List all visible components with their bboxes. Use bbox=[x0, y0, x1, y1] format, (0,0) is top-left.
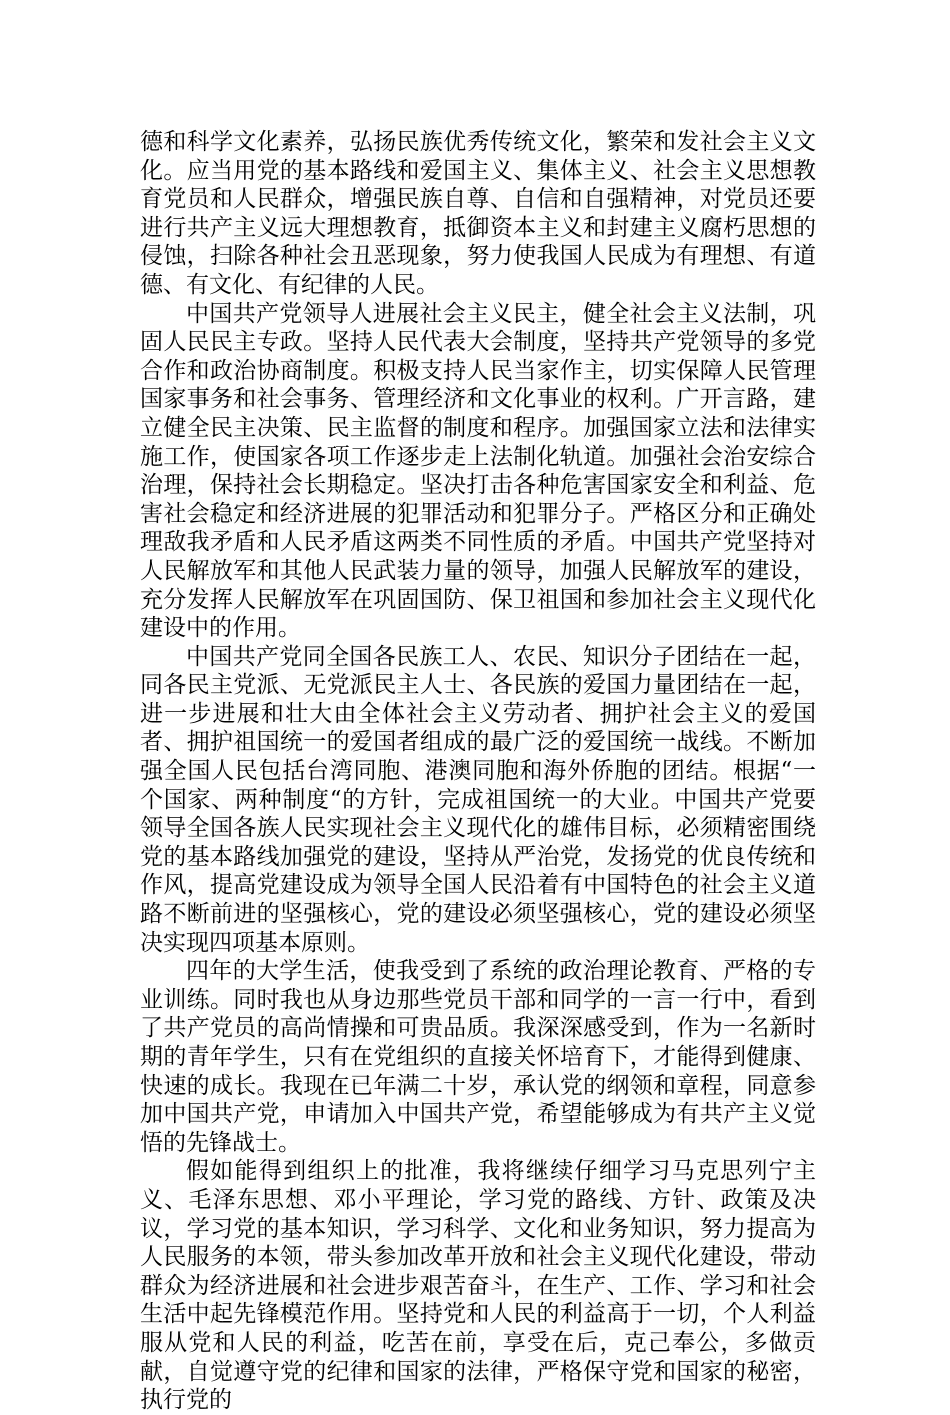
document-page bbox=[140, 128, 816, 1415]
paragraph-3: 中国共产党同全国各民族工人、农民、知识分子团结在一起，同各民主党派、无党派民主人士、各民族的爱国力量团结在一起，进一步进展和壮大由全体社会主义劳动者、拥护社会主义的爱国者、拥护祖国统一的爱国者组成的最广泛的爱国统一战线。不断加强全国人民包括台湾同胞、港澳同胞和海外侨胞的团结。根据“一个国家、两种制度“的方针，完成祖国统一的大业。中国共产党要领导全国各族人民实现社会主义现代化的雄伟目标，必须精密围绕党的基本路线加强党的建设，坚持从严治党，发扬党的优良传统和作风，提高党建设成为领导全国人民沿着有中国特色的社会主义道路不断前进的坚强核心，党的建设必须坚强核心，党的建设必须坚决实现四项基本原则。 bbox=[140, 643, 816, 956]
paragraph-4: 四年的大学生活，使我受到了系统的政治理论教育、严格的专业训练。同时我也从身边那些党员干部和同学的一言一行中，看到了共产党员的高尚情操和可贵品质。我深深感受到，作为一名新时期的青年学生，只有在党组织的直接关怀培育下，才能得到健康、快速的成长。我现在已年满二十岁，承认党的纲领和章程，同意参加中国共产党，申请加入中国共产党，希望能够成为有共产主义觉悟的先锋战士。 bbox=[140, 958, 816, 1156]
paragraph-5: 假如能得到组织上的批准，我将继续仔细学习马克思列宁主义、毛泽东思想、邓小平理论，学习党的路线、方针、政策及决议，学习党的基本知识，学习科学、文化和业务知识，努力提高为人民服务的本领，带头参加改革开放和社会主义现代化建设，带动群众为经济进展和社会进步艰苦奋斗，在生产、工作、学习和社会生活中起先锋模范作用。坚持党和人民的利益高于一切，个人利益服从党和人民的利益，吃苦在前，享受在后，克己奉公，多做贡献，自觉遵守党的纪律和国家的法律，严格保守党和国家的秘密，执行党的 bbox=[140, 1158, 816, 1414]
paragraph-2: 中国共产党领导人进展社会主义民主，健全社会主义法制，巩固人民民主专政。坚持人民代表大会制度，坚持共产党领导的多党合作和政治协商制度。积极支持人民当家作主，切实保障人民管理国家事务和社会事务、管理经济和文化事业的权利。广开言路，建立健全民主决策、民主监督的制度和程序。加强国家立法和法律实施工作，使国家各项工作逐步走上法制化轨道。加强社会治安综合治理，保持社会长期稳定。坚决打击各种危害国家安全和利益、危害社会稳定和经济进展的犯罪活动和犯罪分子。严格区分和正确处理敌我矛盾和人民矛盾这两类不同性质的矛盾。中国共产党坚持对人民解放军和其他人民武装力量的领导，加强人民解放军的建设，充分发挥人民解放军在巩固国防、保卫祖国和参加社会主义现代化建设中的作用。 bbox=[140, 300, 816, 642]
paragraph-1: 德和科学文化素养，弘扬民族优秀传统文化，繁荣和发社会主义文化。应当用党的基本路线和爱国主义、集体主义、社会主义思想教育党员和人民群众，增强民族自尊、自信和自强精神，对党员还要进行共产主义远大理想教育，抵御资本主义和封建主义腐朽思想的侵蚀，扫除各种社会丑恶现象，努力使我国人民成为有理想、有道德、有文化、有纪律的人民。 bbox=[140, 129, 816, 298]
